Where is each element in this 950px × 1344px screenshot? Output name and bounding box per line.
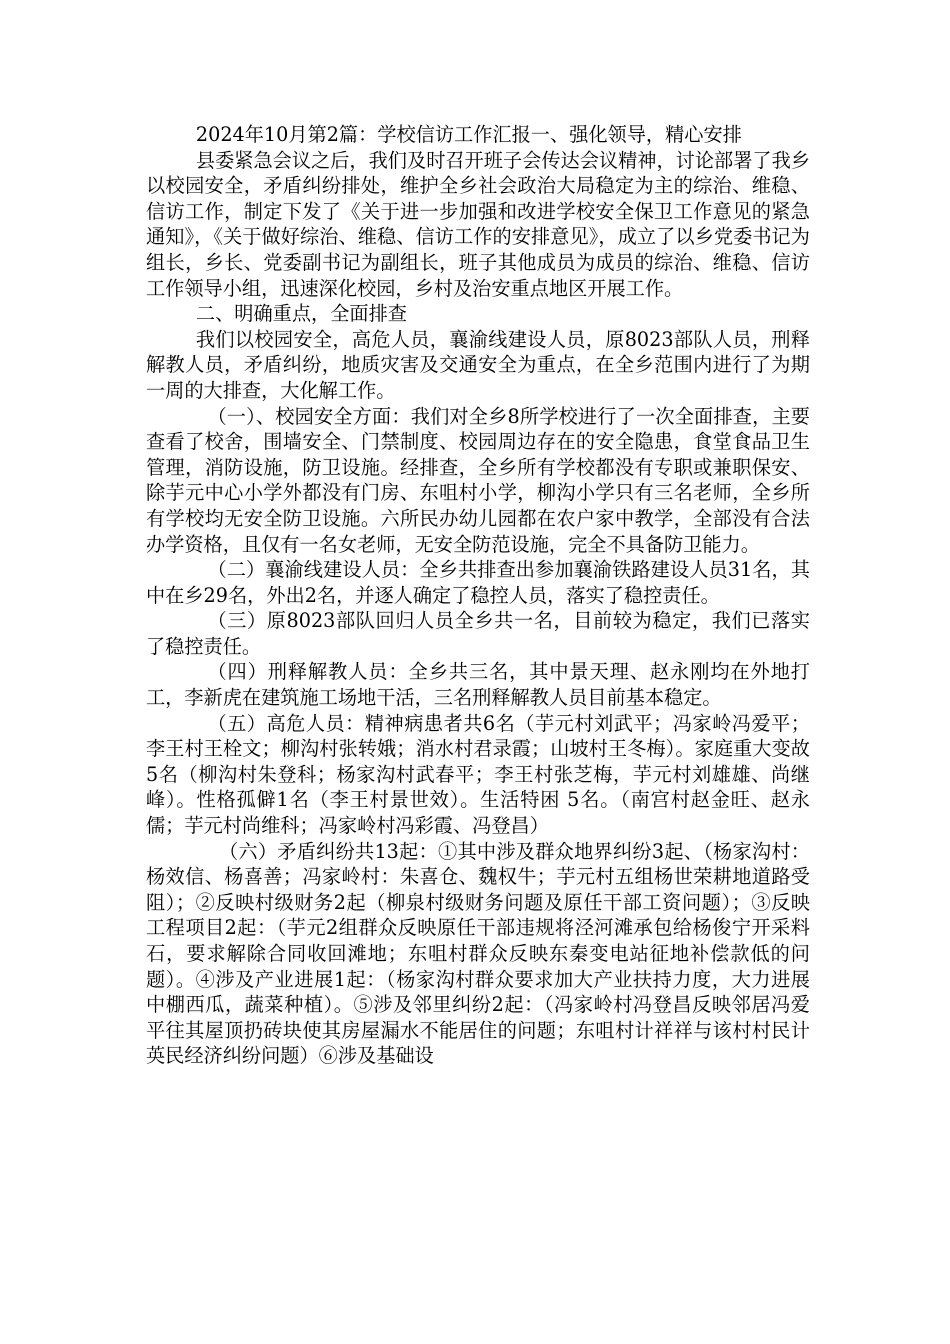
paragraph-8023-unit: （三）原8023部队回归人员全乡共一名，目前较为稳定，我们已落实了稳控责任。 [146, 609, 810, 658]
paragraph-disputes: （六）矛盾纠纷共13起：①其中涉及群众地界纠纷3起、（杨家沟村：杨效信、杨喜善；冯家岭村：朱喜仓、魏权牛；芋元村五组杨世荣耕地道路受阻）；②反映村级财务2起（柳泉村级财务问题及原任干部工资问题）；③反映工程项目2起：（芋元2组群众反映原任干部违规将泾河滩承包给杨俊宁开采料石，要求解除合同收回滩地；东咀村群众反映东秦变电站征地补偿款低的问题）。④涉及产业进展1起：（杨家沟村群众要求加大产业扶持力度，大力进展中棚西瓜，蔬菜种植）。⑤涉及邻里纠纷2起：（冯家岭村冯登昌反映邻居冯爱平往其屋顶扔砖块使其房屋漏水不能居住的问题；东咀村计祥祥与该村村民计英民经济纠纷问题）⑥涉及基础设 [146, 839, 810, 1068]
paragraph-released-persons: （四）刑释解教人员：全乡共三名，其中景天理、赵永刚均在外地打工，李新虎在建筑施工场地干活，三名刑释解教人员目前基本稳定。 [146, 660, 810, 710]
document-page [146, 122, 810, 1069]
paragraph-railway-workers: （二）襄渝线建设人员：全乡共排查出参加襄渝铁路建设人员31名，其中在乡29名，外出2名，并逐人确定了稳控人员，落实了稳控责任。 [146, 558, 810, 607]
paragraph-meeting: 县委紧急会议之后，我们及时召开班子会传达会议精神，讨论部署了我乡以校园安全，矛盾纠纷排处，维护全乡社会政治大局稳定为主的综治、维稳、信访工作，制定下发了《关于进一步加强和改进学校安全保卫工作意见的紧急通知》，《关于做好综治、维稳、信访工作的安排意见》，成立了以乡党委书记为组长，乡长、党委副书记为副组长，班子其他成员为成员的综治、维稳、信访工作领导小组，迅速深化校园，乡村及治安重点地区开展工作。 [146, 148, 810, 300]
paragraph-focus: 我们以校园安全，高危人员，襄渝线建设人员，原8023部队人员，刑释解教人员，矛盾纠纷，地质灾害及交通安全为重点，在全乡范围内进行了为期一周的大排查，大化解工作。 [146, 327, 810, 402]
section-heading-two: 二、明确重点，全面排查 [195, 302, 407, 326]
document-title-line: 2024年10月第2篇：学校信访工作汇报一、强化领导，精心安排 [195, 123, 742, 146]
paragraph-high-risk: （五）高危人员：精神病患者共6名（芋元村刘武平；冯家岭冯爱平；李王村王栓文；柳沟村张转娥；消水村君录霞；山坡村王冬梅）。家庭重大变故5名（柳沟村朱登科；杨家沟村武春平；李王村张芝梅，芋元村刘雄雄、尚继峰）。性格孤僻1名（李王村景世效）。生活特困 5名。（南宫村赵金旺、赵永儒；芋元村尚维科；冯家岭村冯彩霞、冯登昌） [146, 711, 810, 838]
paragraph-campus-safety: （一）、校园安全方面：我们对全乡8所学校进行了一次全面排查，主要查看了校舍，围墙安全、门禁制度、校园周边存在的安全隐患，食堂食品卫生管理，消防设施，防卫设施。经排查，全乡所有学校都没有专职或兼职保安、除芋元中心小学外都没有门房、东咀村小学，柳沟小学只有三名老师，全乡所有学校均无安全防卫设施。六所民办幼儿园都在农户家中教学，全部没有合法办学资格，且仅有一名女老师，无安全防范设施，完全不具备防卫能力。 [146, 404, 810, 556]
